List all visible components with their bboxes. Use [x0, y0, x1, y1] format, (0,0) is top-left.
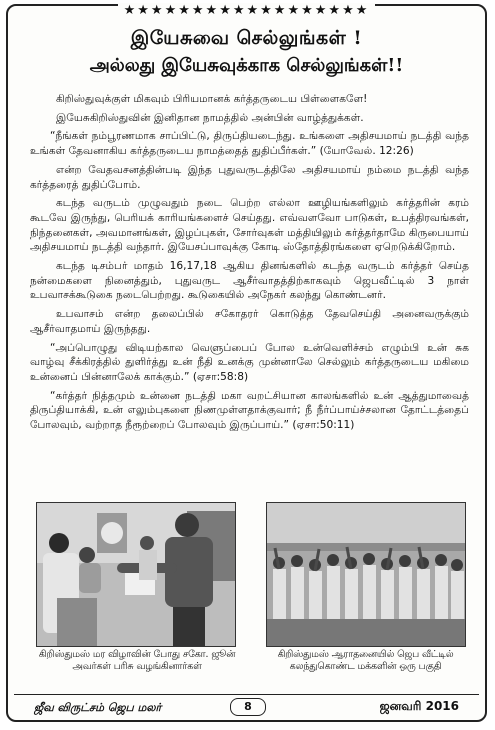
headline-line-2: அல்லது இயேசுவுக்காக செல்லுங்கள்!! [89, 55, 404, 76]
footer-divider [14, 694, 479, 695]
paragraph-message: உபவாசம் என்ற தலைப்பில் சகோதரர் கொடுத்த தேவசெய்தி அனைவருக்கும் ஆசீர்வாதமாய் இருந்தது. [30, 308, 469, 335]
star-row: ★★★★★★★★★★★★★★★★★★ [118, 3, 376, 18]
paragraph-ministry: கடந்த வருடம் முழுவதும் நடை பெற்ற எல்லா ஊழியங்களிலும் கர்த்தரின் கரம் கூடவே இருந்து, பெரியக் காரியங்களைச் செய்தது. எவ்வளவோ பாடுகள், உபத்திரவங்கள், நிந்தனைகள், அவமானங்கள், இழப்புகள், சோர்வுகள் மத்தியிலும் கர்த்தர்தாமே கிருபையாய் அதிசயமாய் நடத்தி வந்தார். இயேசப்பாவுக்கு கோடி ஸ்தோத்திரங்களை ஏறெடுக்கிறோம். [30, 197, 469, 254]
photo-gift-giving-image [37, 503, 236, 647]
verse-joel: “நீங்கள் நம்பூரணமாக சாப்பிட்டு, திருப்தியடைந்து. உங்களை அதிசயமாய் நடத்தி வந்த உங்கள் தேவனாகிய கர்த்தருடைய நாமத்தைத் துதிப்பீர்கள்.” (யோவேல். 12:26) [30, 130, 469, 158]
greeting: கிறிஸ்துவுக்குள் மிகவும் பிரியமானக் கர்த்தருடைய பிள்ளைகளே! [56, 93, 368, 105]
issue-date: ஜனவரி 2016 [379, 699, 459, 713]
article-body [30, 92, 469, 437]
photo-congregation-image [267, 503, 466, 647]
page-number: 8 [230, 698, 266, 716]
photo-gift-giving [36, 502, 236, 647]
star-border [8, 3, 485, 18]
photo-caption-left: கிறிஸ்துமஸ் மர விழாவின் போது சகோ. ஜூன் அவர்கள் பரிசு வழங்கினார்கள் [38, 649, 236, 672]
photo-caption-right: கிறிஸ்துமஸ் ஆராதனையில் ஜெப வீட்டில் கலந்துகொண்ட மக்களின் ஒரு பகுதி [277, 649, 454, 672]
magazine-page [6, 4, 487, 722]
headline-line-1: இயேசுவை செல்லுங்கள் ! [130, 27, 363, 49]
photo-congregation [266, 502, 466, 647]
verse-isaiah-58: “அப்பொழுது விடியற்கால வெளுப்பைப் போல உன்வெளிச்சம் எழும்பி உன் சுக வாழ்வு சீக்கிரத்தில் துளிர்த்து உன் நீதி உனக்கு முன்னாலே செல்லும் கர்த்தருடைய மகிமை உன்னைப் பின்னாலேக் காக்கும்.” (ஏசா:58:8) [30, 341, 469, 383]
verse-isaiah-50: “கர்த்தர் நித்தமும் உன்னை நடத்தி மகா வறட்சியான காலங்களில் உன் ஆத்துமாவைத் திருப்தியாக்கி, உன் எலும்புகளை நிணமுள்ளதாக்குவார்; நீ நீர்ப்பாய்ச்சலான தோட்டத்தைப் போலவும், வற்றாத நீரூற்றைப் போலவும் இருப்பாய்.” (ஏசா:50:11) [30, 389, 469, 432]
headline [22, 24, 471, 80]
magazine-name: ஜீவ விருட்சம் ஜெப மலர் [34, 701, 162, 714]
page-footer [8, 698, 485, 718]
blessing: இயேசுகிறிஸ்துவின் இனிதான நாமத்தில் அன்பின் வாழ்த்துக்கள். [56, 111, 364, 124]
paragraph-praise: என்ற வேதவசனத்தின்படி இந்த புதுவருடத்திலே அதிசயமாய் நம்மை நடத்தி வந்த கர்த்தரைத் துதிப்போம். [30, 163, 469, 191]
paragraph-fasting-meeting: கடந்த டிசம்பர் மாதம் 16,17,18 ஆகிய தினங்களில் கடந்த வருடம் கர்த்தர் செய்த நன்மைகளை நினைத்தும், புதுவருட ஆசீர்வாதத்திற்காகவும் ஜெபவீட்டில் 3 நாள் உபவாசக்கூடுகை நடைபெற்றது. கூடுகையில் அநேகர் கலந்து கொண்டனர். [30, 260, 469, 302]
